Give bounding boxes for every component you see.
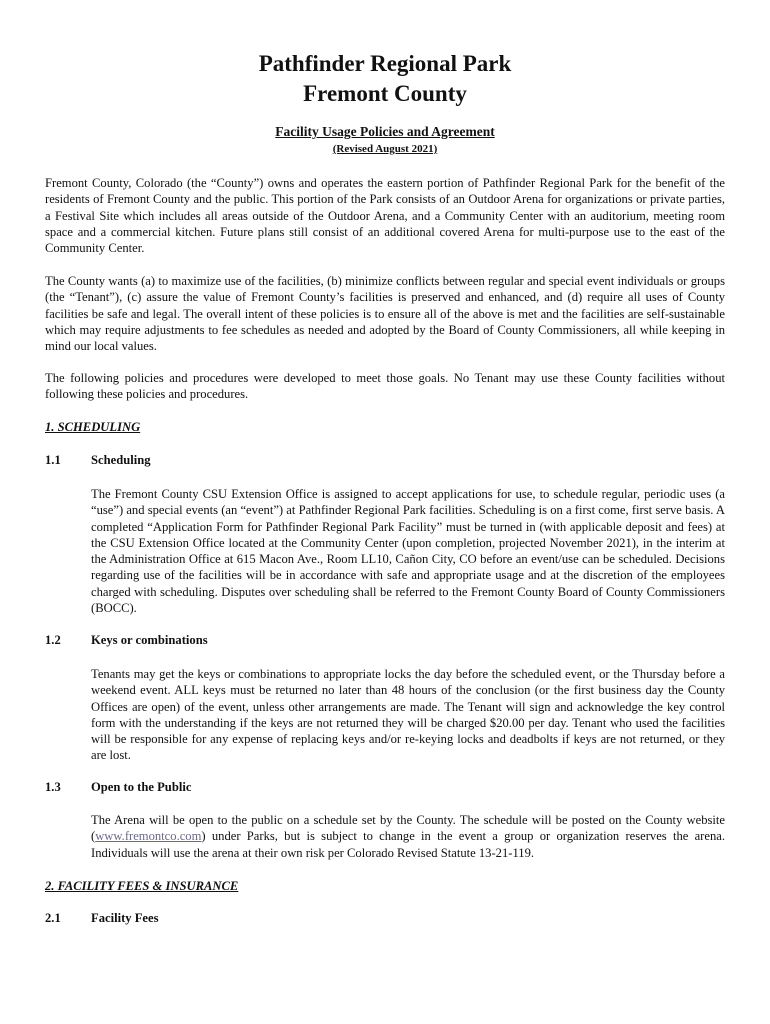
intro-paragraph-1: Fremont County, Colorado (the “County”) owns and operates the eastern portion of Pathfinder Regional Park for the benefit of the residents of Fremont County and the public. This portion of the Park consists of an Outdoor Arena for organizations or private parties, a Festival Site which includes all areas outside of the Outdoor Arena, and a Community Center with an auditorium, meeting room space and a commercial kitchen. Future plans still consist of an additional covered Arena for multi-purpose use to the east of the Community Center. [45, 176, 725, 256]
subsection-1-2-number: 1.2 [45, 633, 61, 647]
subsection-1-3-number: 1.3 [45, 780, 61, 794]
subsection-1-1-body: The Fremont County CSU Extension Office is assigned to accept applications for use, to schedule regular, periodic uses (a “use”) and special events (an “event”) at Pathfinder Regional Park facilities. Scheduling is on a first come, first serve basis. A completed “Application Form for Pathfinder Regional Park Facility” must be turned in (with applicable deposit and fees) at the CSU Extension Office located at the Community Center (upon completion, projected November 2021), in the interim at the Administration Office at 615 Macon Ave., Room LL10, Cañon City, CO before an event/use can be scheduled. Decisions regarding use of the facilities will be in accordance with safe and appropriate usage and at the discretion of the employees charged with scheduling. Disputes over scheduling shall be referred to the Fremont County Board of County Commissioners (BOCC). [91, 487, 725, 616]
section-2-heading: 2. FACILITY FEES & INSURANCE [45, 879, 239, 893]
intro-paragraph-2: The County wants (a) to maximize use of the facilities, (b) minimize conflicts between regular and special event individuals or groups (the “Tenant”), (c) assure the value of Fremont County’s facilities is preserved and enhanced, and (d) require all uses of County facilities be safe and legal. The overall intent of these policies is to ensure all of the above is met and the facilities are self-sustainable which may require adjustments to fee schedules as needed and adopted by the Board of County Commissioners, all while keeping in mind our local values. [45, 274, 725, 354]
subsection-1-3-body [91, 812, 725, 861]
subsection-1-2-title: Keys or combinations [91, 633, 208, 647]
subsection-1-3-text-after: ) under Parks, but is subject to change in the event a group or organization reserves the arena. Individuals will use the arena at their own risk per Colorado Revised Statute 13-21-119. [91, 829, 725, 860]
subsection-1-2-body: Tenants may get the keys or combinations to appropriate locks the day before the scheduled event, or the Thursday before a weekend event. ALL keys must be returned no later than 48 hours of the conclusion (or the first business day the County Offices are open) of the event, unless other arrangements are made. The Tenant will sign and acknowledge the key control form with the understanding if the keys are not returned they will be charged $20.00 per day. Tenant who used the facilities will be responsible for any expense of replacing keys and/or re-keying locks and deadbolts if keys are not returned, or they are lost. [91, 667, 725, 763]
subsection-1-1-title: Scheduling [91, 453, 151, 467]
revision-note: (Revised August 2021) [332, 143, 438, 155]
section-1-heading: 1. SCHEDULING [45, 420, 141, 434]
county-website-link[interactable]: www.fremontco.com [95, 829, 202, 844]
subsection-2-1-number: 2.1 [45, 911, 61, 925]
intro-paragraph-3: The following policies and procedures were developed to meet those goals. No Tenant may use these County facilities without following these policies and procedures. [45, 371, 725, 402]
subsection-2-1-title: Facility Fees [91, 911, 159, 925]
document-subtitle: Facility Usage Policies and Agreement [275, 124, 495, 139]
subsection-1-3-title: Open to the Public [91, 780, 192, 794]
subsection-1-3-text-before: The Arena will be open to the public on a schedule set by the County. The schedule will be posted on the County website ( [91, 813, 725, 844]
subsection-1-1-number: 1.1 [45, 453, 61, 467]
document-title-line2: Fremont County [303, 81, 467, 106]
document-title-line1: Pathfinder Regional Park [258, 51, 512, 76]
